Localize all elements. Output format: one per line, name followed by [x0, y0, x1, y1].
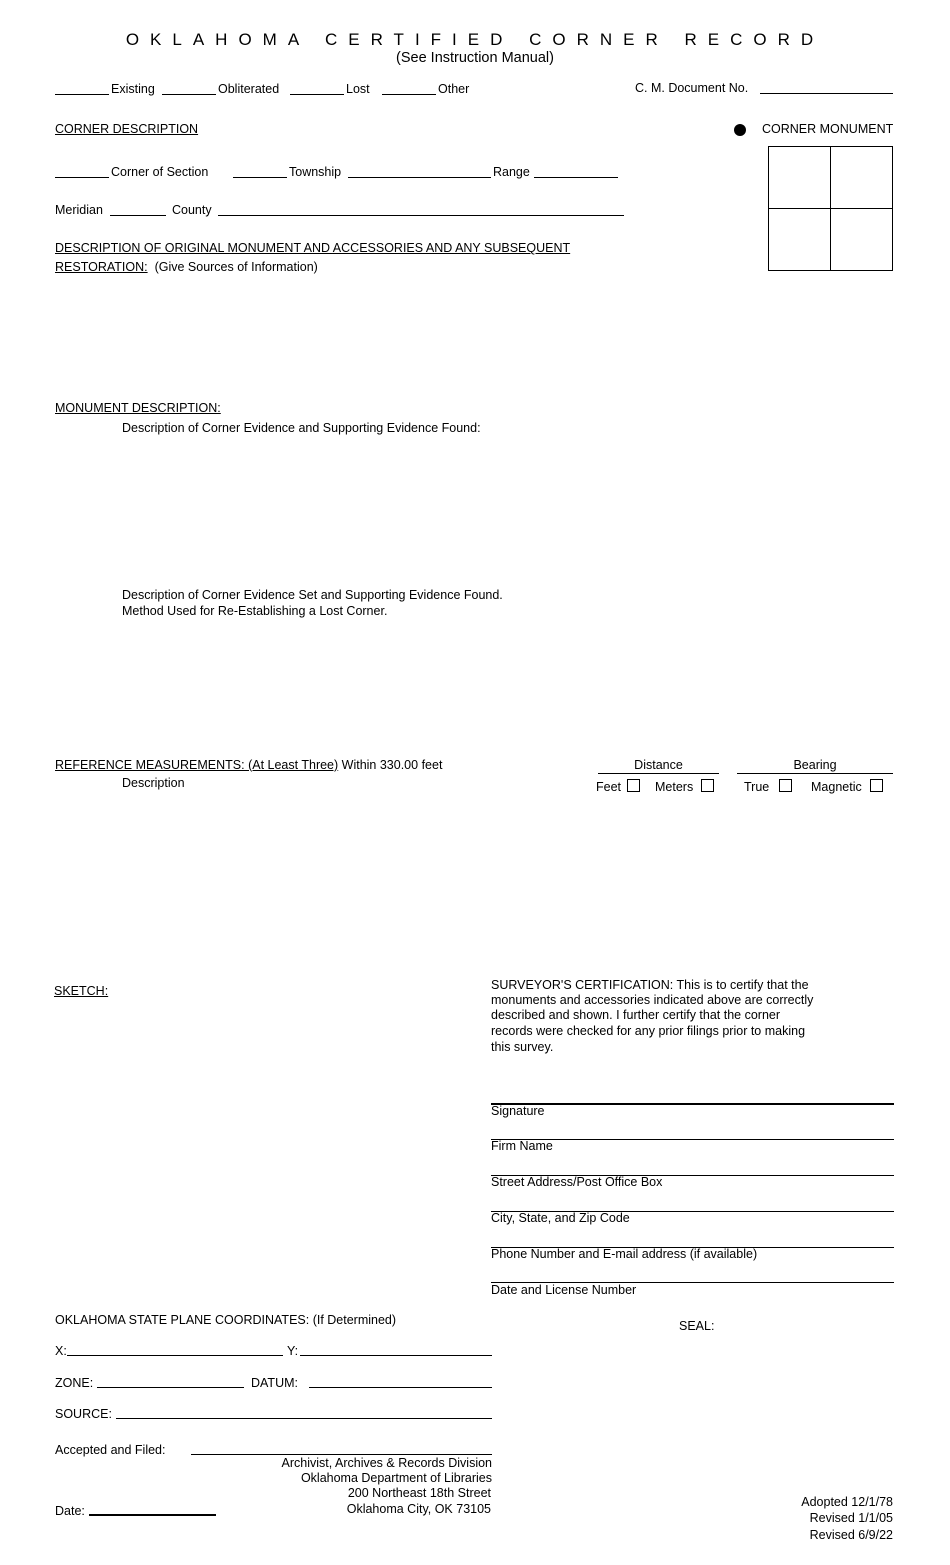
y-label: Y:	[287, 1344, 299, 1358]
phone-label: Phone Number and E-mail address (if available)	[491, 1247, 758, 1261]
meters-checkbox[interactable]	[701, 779, 714, 792]
archives-line-3: 200 Northeast 18th Street	[347, 1486, 491, 1500]
signature-label: Signature	[491, 1104, 545, 1118]
true-label: True	[744, 780, 770, 794]
street-label: Street Address/Post Office Box	[491, 1175, 663, 1189]
certification-line-4: records were checked for any prior filings prior to making	[491, 1024, 806, 1038]
feet-label: Feet	[596, 780, 622, 794]
description-label: Description	[122, 776, 185, 790]
zone-field[interactable]	[97, 1387, 244, 1388]
range-field[interactable]	[534, 177, 618, 178]
township-field[interactable]	[233, 177, 287, 178]
existing-label: Existing	[111, 82, 155, 96]
reference-heading-label: REFERENCE MEASUREMENTS: (At Least Three)	[55, 758, 339, 772]
other-field[interactable]	[382, 94, 436, 95]
obliterated-field[interactable]	[162, 94, 216, 95]
archives-line-2: Oklahoma Department of Libraries	[300, 1471, 492, 1485]
within-label: Within 330.00 feet	[341, 758, 443, 772]
corner-monument-dot-icon	[734, 124, 746, 136]
corner-description-heading: CORNER DESCRIPTION	[55, 122, 199, 136]
certification-line-1: SURVEYOR'S CERTIFICATION: This is to certify that the	[491, 978, 809, 992]
meridian-field[interactable]	[110, 215, 166, 216]
cm-document-field[interactable]	[760, 93, 893, 94]
coordinates-heading: OKLAHOMA STATE PLANE COORDINATES: (If Determined)	[55, 1313, 397, 1327]
original-monument-heading-1: DESCRIPTION OF ORIGINAL MONUMENT AND ACCESSORIES AND ANY SUBSEQUENT	[55, 241, 571, 255]
meridian-label: Meridian	[55, 203, 103, 217]
archives-line-1: Archivist, Archives & Records Division	[281, 1456, 492, 1470]
magnetic-checkbox[interactable]	[870, 779, 883, 792]
city-label: City, State, and Zip Code	[491, 1211, 630, 1225]
date-field[interactable]	[89, 1514, 216, 1516]
signature-field[interactable]	[491, 1103, 894, 1105]
firm-name-label: Firm Name	[491, 1139, 553, 1153]
date-label: Date:	[55, 1504, 85, 1518]
source-field[interactable]	[116, 1418, 492, 1419]
form-subtitle: (See Instruction Manual)	[396, 50, 554, 66]
range-label: Range	[493, 165, 530, 179]
distance-label: Distance	[634, 758, 683, 772]
restoration-label: RESTORATION:	[55, 260, 148, 274]
zone-label: ZONE:	[55, 1376, 94, 1390]
revised-2-label: Revised 6/9/22	[809, 1528, 893, 1542]
monument-description-heading: MONUMENT DESCRIPTION:	[55, 401, 221, 415]
x-label: X:	[55, 1344, 67, 1358]
seal-label: SEAL:	[679, 1319, 715, 1333]
corner-monument-grid[interactable]	[768, 146, 893, 271]
distance-underline	[598, 773, 719, 774]
bearing-underline	[737, 773, 893, 774]
reference-measurements-heading	[55, 758, 442, 772]
sketch-heading: SKETCH:	[54, 984, 109, 998]
corner-of-section-field[interactable]	[55, 177, 109, 178]
source-label: SOURCE:	[55, 1407, 112, 1421]
certification-line-3: described and shown. I further certify that the corner	[491, 1008, 781, 1022]
revised-1-label: Revised 1/1/05	[809, 1511, 893, 1525]
evidence-found-label: Description of Corner Evidence and Supporting Evidence Found:	[122, 421, 481, 435]
datum-label: DATUM:	[251, 1376, 298, 1390]
lost-field[interactable]	[290, 94, 344, 95]
cm-document-label: C. M. Document No.	[635, 81, 749, 95]
corner-of-section-label: Corner of Section	[111, 165, 209, 179]
certification-line-5: this survey.	[491, 1040, 554, 1054]
magnetic-label: Magnetic	[811, 780, 862, 794]
lost-label: Lost	[346, 82, 370, 96]
sources-note: (Give Sources of Information)	[154, 260, 318, 274]
corner-monument-label: CORNER MONUMENT	[762, 122, 894, 136]
accepted-filed-label: Accepted and Filed:	[55, 1443, 166, 1457]
bearing-label: Bearing	[793, 758, 837, 772]
accepted-filed-field[interactable]	[191, 1454, 492, 1455]
x-field[interactable]	[67, 1355, 283, 1356]
original-monument-heading-2	[55, 260, 318, 274]
evidence-set-label-2: Method Used for Re-Establishing a Lost Corner.	[122, 604, 388, 618]
township-label: Township	[289, 165, 342, 179]
y-field[interactable]	[300, 1355, 492, 1356]
existing-field[interactable]	[55, 94, 109, 95]
county-field[interactable]	[218, 215, 624, 216]
feet-checkbox[interactable]	[627, 779, 640, 792]
certification-line-2: monuments and accessories indicated above are correctly	[491, 993, 814, 1007]
obliterated-label: Obliterated	[218, 82, 280, 96]
archives-line-4: Oklahoma City, OK 73105	[346, 1502, 491, 1516]
form-title: OKLAHOMA CERTIFIED CORNER RECORD	[125, 30, 825, 49]
meters-label: Meters	[655, 780, 694, 794]
adopted-label: Adopted 12/1/78	[801, 1495, 893, 1509]
range-prefix-field[interactable]	[348, 177, 491, 178]
true-checkbox[interactable]	[779, 779, 792, 792]
county-label: County	[172, 203, 212, 217]
datum-field[interactable]	[309, 1387, 492, 1388]
evidence-set-label-1: Description of Corner Evidence Set and Supporting Evidence Found.	[122, 588, 503, 602]
date-license-label: Date and License Number	[491, 1283, 637, 1297]
other-label: Other	[438, 82, 470, 96]
